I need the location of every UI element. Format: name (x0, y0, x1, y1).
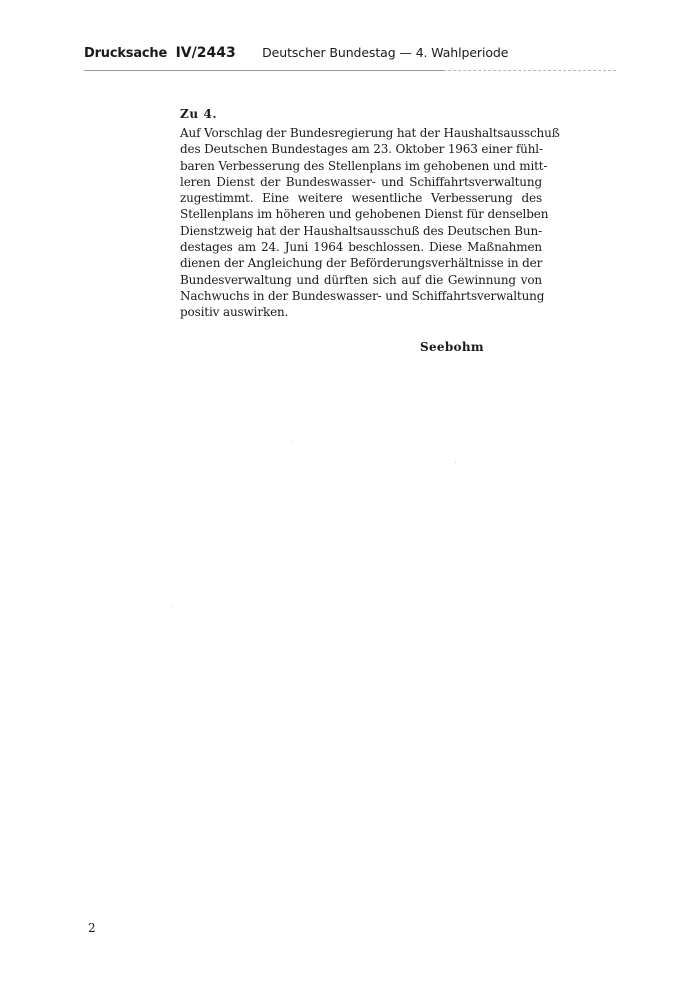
page-header (84, 44, 624, 68)
signature: Seebohm (420, 340, 484, 354)
paragraph-line: Auf Vorschlag der Bundesregierung hat der Haushaltsausschuß (180, 126, 560, 140)
paragraph-line: Dienstzweig hat der Haushaltsausschuß des Deutschen Bun- (180, 223, 542, 238)
header-title: Deutscher Bundestag — 4. Wahlperiode (262, 45, 509, 60)
section-heading: Zu 4. (180, 107, 218, 121)
scan-speck (172, 606, 173, 607)
paragraph-line: dienen der Angleichung der Beförderungsverhältnisse in der (180, 256, 543, 271)
header-divider-solid (84, 70, 444, 71)
page-number: 2 (88, 921, 96, 935)
document-number: IV/2443 (175, 45, 236, 61)
paragraph-line: leren Dienst der Bundeswasser- und Schiffahrtsverwaltung (180, 174, 542, 189)
body-paragraph (180, 125, 560, 321)
document-type-label: Drucksache (84, 46, 168, 61)
paragraph-line: Bundesverwaltung und dürften sich auf die Gewinnung von (180, 272, 542, 287)
paragraph-line: zugestimmt. Eine weitere wesentliche Verbesserung des (180, 191, 542, 206)
paragraph-line: positiv auswirken. (180, 305, 289, 320)
paragraph-line: baren Verbesserung des Stellenplans im gehobenen und mitt- (180, 158, 548, 173)
scan-speck (291, 441, 292, 442)
paragraph-line: Nachwuchs in der Bundeswasser- und Schiffahrtsverwaltung (180, 288, 545, 303)
scan-speck (455, 462, 456, 463)
paragraph-line: destages am 24. Juni 1964 beschlossen. Diese Maßnahmen (180, 240, 542, 255)
paragraph-line: Stellenplans im höheren und gehobenen Dienst für denselben (180, 207, 549, 222)
paragraph-line: des Deutschen Bundestages am 23. Oktober 1963 einer fühl- (180, 142, 543, 157)
